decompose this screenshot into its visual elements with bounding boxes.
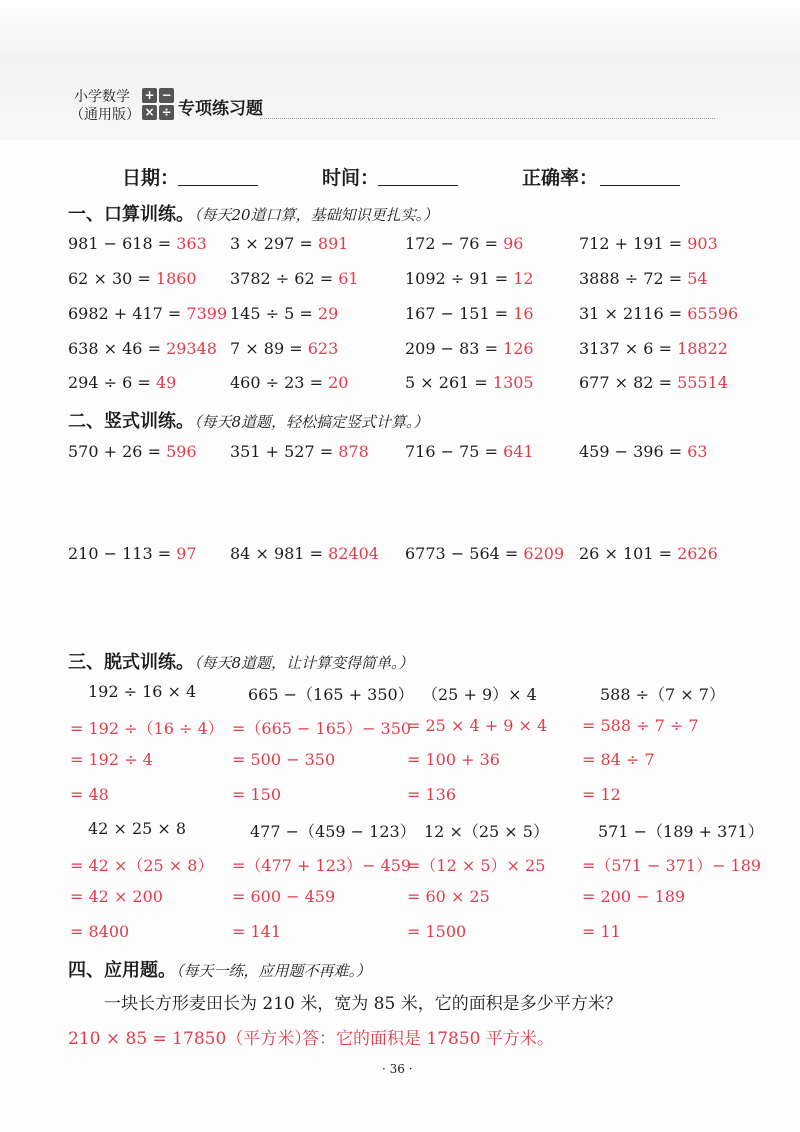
stepwise-question: 665 −（165 + 350） [248,685,414,704]
date-blank[interactable] [178,185,258,186]
vertical-problem: 716 − 75 = 641 [405,442,534,461]
stepwise-step: = 192 ÷（16 ÷ 4） [70,719,224,738]
page-number: · 36 · [382,1062,413,1076]
stepwise-step: = 500 − 350 [232,750,336,769]
minus-icon: − [159,88,174,103]
word-problem-question: 一块长方形麦田长为 210 米，宽为 85 米，它的面积是多少平方米？ [104,994,622,1014]
oral-problem: 3 × 297 = 891 [230,234,349,253]
section4-title [68,956,371,982]
stepwise-step: = 600 − 459 [232,887,336,906]
series-edition: （通用版） [70,107,140,123]
section3-note: （每天8道题，让计算变得简单。） [194,654,414,672]
word-problem-answer: 答：它的面积是 17850 平方米。 [302,1029,554,1049]
oral-problem: 167 − 151 = 16 [405,304,534,323]
series-name: 小学数学 [74,89,130,105]
section2-title [68,407,429,433]
stepwise-step: = 588 ÷ 7 ÷ 7 [582,716,699,735]
stepwise-step: =（665 − 165）− 350 [232,719,412,738]
stepwise-step: = 84 ÷ 7 [582,750,655,769]
stepwise-step: = 136 [407,785,457,804]
oral-problem: 3137 × 6 = 18822 [579,339,728,358]
oral-problem: 294 ÷ 6 = 49 [68,373,177,392]
plus-icon: + [142,88,157,103]
stepwise-step: = 192 ÷ 4 [70,750,153,769]
oral-problem: 712 + 191 = 903 [579,234,718,253]
stepwise-step: = 11 [582,922,621,941]
oral-problem: 62 × 30 = 1860 [68,269,197,288]
oral-problem: 3782 ÷ 62 = 61 [230,269,359,288]
accuracy-label: 正确率： [522,167,599,189]
stepwise-step: = 48 [70,785,109,804]
word-problem-calc: 210 × 85 = 17850（平方米） [68,1029,312,1049]
stepwise-question: （25 + 9）× 4 [422,685,537,704]
oral-problem: 638 × 46 = 29348 [68,339,217,358]
operator-logo [142,88,174,120]
stepwise-step: = 60 × 25 [407,887,490,906]
vertical-problem: 570 + 26 = 596 [68,442,197,461]
stepwise-step: = 1500 [407,922,467,941]
stepwise-step: = 8400 [70,922,130,941]
date-label: 日期： [122,167,180,189]
stepwise-question: 588 ÷（7 × 7） [600,685,725,704]
vertical-problem: 26 × 101 = 2626 [579,544,718,563]
stepwise-question: 42 × 25 × 8 [88,819,187,838]
stepwise-step: = 12 [582,785,621,804]
section4-heading: 四、应用题。 [68,960,176,981]
vertical-problem: 6773 − 564 = 6209 [405,544,565,563]
oral-problem: 677 × 82 = 55514 [579,373,728,392]
oral-problem: 209 − 83 = 126 [405,339,534,358]
vertical-problem: 351 + 527 = 878 [230,442,369,461]
stepwise-question: 571 −（189 + 371） [598,822,764,841]
divide-icon: ÷ [159,105,174,120]
oral-problem: 31 × 2116 = 65596 [579,304,739,323]
accuracy-blank[interactable] [600,185,680,186]
oral-problem: 5 × 261 = 1305 [405,373,534,392]
section2-heading: 二、竖式训练。 [68,411,194,432]
stepwise-step: = 200 − 189 [582,887,686,906]
vertical-problem: 84 × 981 = 82404 [230,544,379,563]
vertical-problem: 459 − 396 = 63 [579,442,708,461]
oral-problem: 1092 ÷ 91 = 12 [405,269,534,288]
oral-problem: 3888 ÷ 72 = 54 [579,269,708,288]
vertical-problem: 210 − 113 = 97 [68,544,197,563]
oral-problem: 460 ÷ 23 = 20 [230,373,349,392]
stepwise-step: = 100 + 36 [407,750,500,769]
oral-problem: 172 − 76 = 96 [405,234,524,253]
section4-note: （每天一练，应用题不再难。） [176,962,372,980]
times-icon: × [142,105,157,120]
oral-problem: 7 × 89 = 623 [230,339,339,358]
stepwise-step: = 141 [232,922,282,941]
section1-title [68,200,438,226]
header-rule [260,118,715,119]
stepwise-question: 192 ÷ 16 × 4 [88,682,197,701]
section3-heading: 三、脱式训练。 [68,652,194,673]
stepwise-step: =（477 + 123）− 459 [232,856,412,875]
section1-heading: 一、口算训练。 [68,204,194,225]
stepwise-step: = 42 × 200 [70,887,163,906]
stepwise-step: = 42 ×（25 × 8） [70,856,214,875]
book-title: 专项练习题 [178,99,263,119]
stepwise-question: 12 ×（25 × 5） [424,822,549,841]
oral-problem: 6982 + 417 = 7399 [68,304,228,323]
section3-title [68,648,414,674]
stepwise-step: =（571 − 371）− 189 [582,856,762,875]
time-label: 时间： [322,167,380,189]
stepwise-step: = 150 [232,785,282,804]
stepwise-step: = 25 × 4 + 9 × 4 [407,716,548,735]
section1-note: （每天20道口算，基础知识更扎实。） [194,206,439,224]
stepwise-question: 477 −（459 − 123） [250,822,416,841]
section2-note: （每天8道题，轻松搞定竖式计算。） [194,413,429,431]
stepwise-step: =（12 × 5）× 25 [407,856,546,875]
time-blank[interactable] [378,185,458,186]
oral-problem: 981 − 618 = 363 [68,234,207,253]
oral-problem: 145 ÷ 5 = 29 [230,304,339,323]
